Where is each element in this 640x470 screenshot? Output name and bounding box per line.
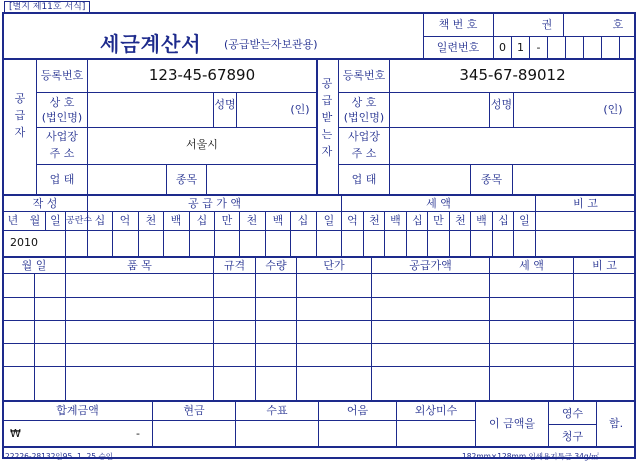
supply-digit-label: 천 bbox=[246, 214, 258, 227]
note-label: 어음 bbox=[346, 404, 369, 417]
claim-option: 청구 bbox=[561, 430, 584, 443]
tax-digit-label: 만 bbox=[433, 214, 444, 227]
supplier-reg-label: 등록번호 bbox=[40, 69, 84, 82]
supply-digit-label: 만 bbox=[221, 214, 233, 227]
supplier-item-label: 종목 bbox=[175, 173, 198, 186]
tax-digit-label: 일 bbox=[519, 214, 530, 227]
table-row bbox=[3, 343, 636, 344]
check-label: 수표 bbox=[266, 404, 288, 417]
supply-digit-label: 백 bbox=[272, 214, 284, 227]
buyer-address-label-sub: 주 소 bbox=[351, 147, 377, 160]
amount-phrase: 이 금액을 bbox=[488, 417, 535, 430]
amount-suffix: 함. bbox=[608, 417, 624, 430]
supplier-company-label-sub: (법인명) bbox=[41, 111, 83, 124]
item-date-header: 월 일 bbox=[21, 259, 47, 272]
supplier-seal: (인) bbox=[290, 103, 310, 116]
serial-number-label: 일련번호 bbox=[436, 41, 480, 54]
item-spec-header: 규격 bbox=[223, 259, 246, 272]
supply-amount-label: 공 급 가 액 bbox=[188, 197, 241, 210]
tax-digit-label: 억 bbox=[347, 214, 358, 227]
serial-digit: 0 bbox=[499, 41, 506, 54]
supply-digit-label: 십 bbox=[196, 214, 208, 227]
tax-digit-label: 백 bbox=[476, 214, 487, 227]
blank-count-label: 공란수 bbox=[66, 216, 93, 226]
item-remarks-header: 비 고 bbox=[592, 259, 617, 272]
invoice-subtitle: (공급받는자보관용) bbox=[224, 38, 318, 51]
supply-digit-label: 십 bbox=[94, 214, 106, 227]
serial-digit: - bbox=[536, 41, 541, 54]
buyer-business-label: 업 태 bbox=[351, 173, 377, 186]
paper-spec-footer: 182mm×128mm 인쇄용지특급 34g/㎡ bbox=[462, 452, 599, 461]
tax-amount-label: 세 액 bbox=[426, 197, 451, 210]
buyer-company-label-sub: (법인명) bbox=[343, 111, 385, 124]
supply-digit-label: 일 bbox=[323, 214, 335, 227]
credit-label: 외상미수 bbox=[414, 404, 458, 417]
year-col-label: 년 bbox=[7, 214, 19, 227]
total-amount-dash: - bbox=[136, 427, 140, 440]
supply-digit-label: 백 bbox=[170, 214, 182, 227]
total-amount-currency: ₩ bbox=[10, 427, 21, 440]
item-product-header: 품 목 bbox=[127, 259, 152, 272]
form-number: [별지 제11호 서식] bbox=[4, 1, 90, 14]
book-number-unit: 호 bbox=[612, 18, 624, 31]
table-row bbox=[3, 297, 636, 298]
buyer-item-label: 종목 bbox=[480, 173, 503, 186]
buyer-seal: (인) bbox=[603, 103, 623, 116]
buyer-company-label: 상 호 bbox=[351, 96, 377, 109]
supply-digit-label: 억 bbox=[119, 214, 131, 227]
serial-digit: 1 bbox=[517, 41, 524, 54]
invoice-title: 세금계산서 bbox=[100, 32, 202, 56]
item-tax-header: 세 액 bbox=[519, 259, 544, 272]
book-volume-unit: 권 bbox=[541, 18, 553, 31]
approval-footer: 22226-28132일95. 1. 25 승인 bbox=[5, 452, 113, 461]
buyer-reg-number: 345-67-89012 bbox=[459, 66, 566, 84]
table-row bbox=[3, 320, 636, 321]
supplier-side-label: 공급자 bbox=[14, 92, 26, 139]
supplier-name-label: 성명 bbox=[214, 98, 236, 111]
day-col-label: 일 bbox=[50, 214, 61, 227]
cash-label: 현금 bbox=[183, 404, 205, 417]
buyer-name-label: 성명 bbox=[490, 98, 513, 111]
item-supply-header: 공급가액 bbox=[409, 259, 452, 272]
receipt-option: 영수 bbox=[561, 407, 584, 420]
month-col-label: 월 bbox=[29, 214, 41, 227]
supplier-address-label-sub: 주 소 bbox=[49, 147, 75, 160]
supplier-address-label: 사업장 bbox=[46, 130, 78, 143]
tax-digit-label: 천 bbox=[455, 214, 466, 227]
supplier-reg-number: 123-45-67890 bbox=[148, 66, 256, 84]
buyer-address-label: 사업장 bbox=[348, 130, 380, 143]
item-unit-price-header: 단가 bbox=[323, 259, 345, 272]
tax-digit-label: 백 bbox=[390, 214, 401, 227]
supply-digit-label: 천 bbox=[145, 214, 157, 227]
tax-digit-label: 천 bbox=[369, 214, 380, 227]
book-number-label: 책 번 호 bbox=[438, 18, 478, 31]
supplier-company-label: 상 호 bbox=[49, 96, 75, 109]
buyer-side-label: 공급받는자 bbox=[321, 77, 333, 158]
total-amount-label: 합계금액 bbox=[56, 404, 99, 417]
supply-digit-label: 십 bbox=[297, 214, 309, 227]
summary-remarks-label: 비 고 bbox=[573, 197, 598, 210]
item-qty-header: 수량 bbox=[265, 259, 287, 272]
tax-digit-label: 십 bbox=[498, 214, 509, 227]
tax-digit-label: 십 bbox=[412, 214, 423, 227]
supplier-address: 서울시 bbox=[186, 138, 218, 151]
supplier-business-label: 업 태 bbox=[49, 173, 75, 186]
written-date-label: 작 성 bbox=[32, 197, 58, 210]
table-row bbox=[3, 366, 636, 367]
buyer-reg-label: 등록번호 bbox=[342, 69, 386, 82]
written-year: 2010 bbox=[10, 236, 38, 249]
